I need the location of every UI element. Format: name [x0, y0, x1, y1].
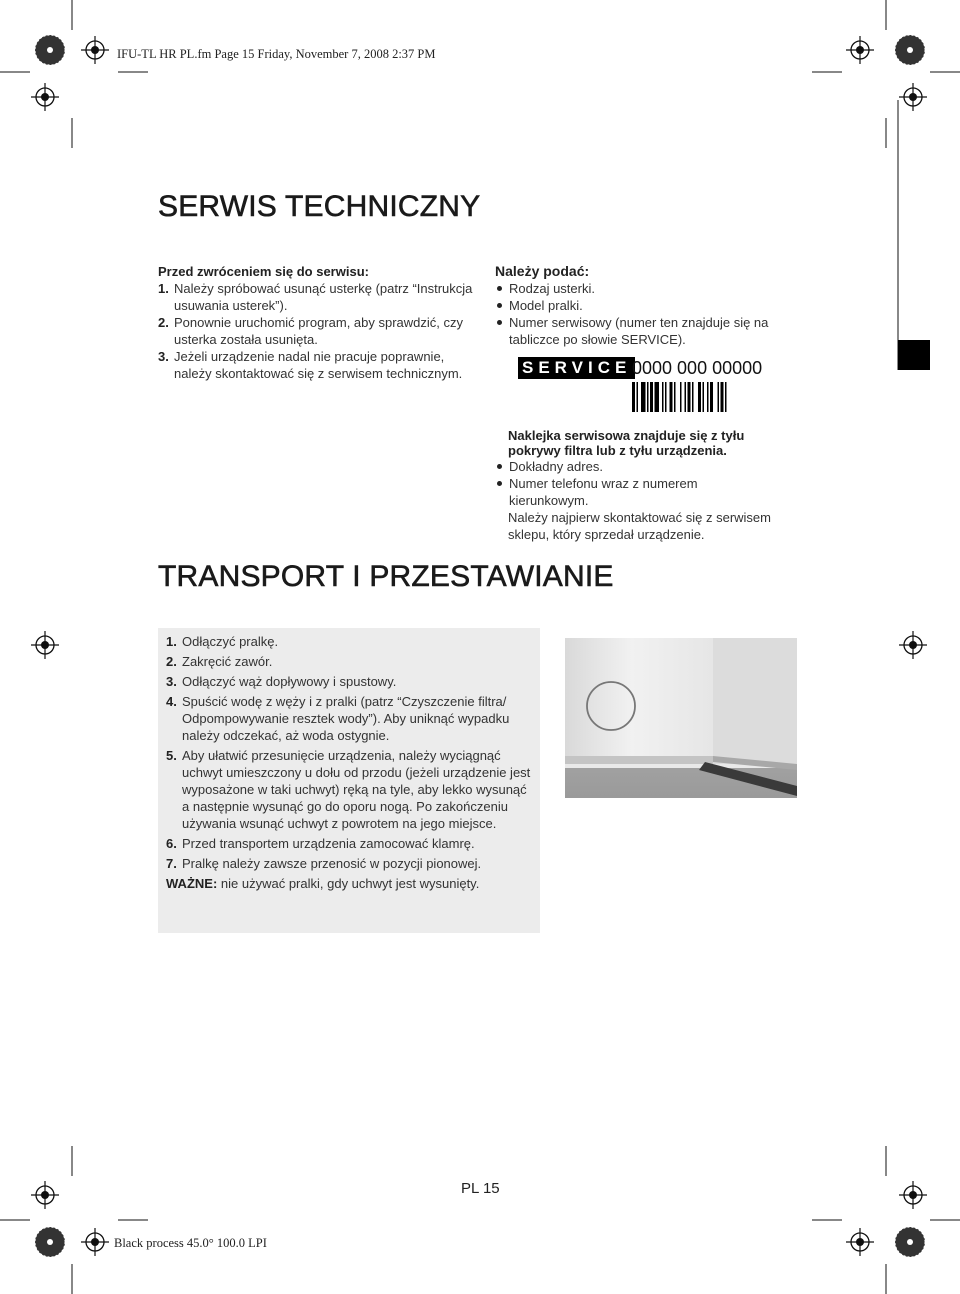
- warning-label: WAŻNE:: [166, 876, 218, 891]
- crosshair-icon: [846, 36, 874, 64]
- registration-wheel-icon: [35, 1227, 65, 1257]
- list-item: 1. Odłączyć pralkę.: [166, 634, 279, 649]
- barcode-bar: [674, 382, 676, 412]
- barcode-bar: [670, 382, 673, 412]
- printer-footer: Black process 45.0° 100.0 LPI: [114, 1236, 267, 1250]
- crosshair-icon: [846, 1228, 874, 1256]
- crosshair-icon: [899, 1181, 927, 1209]
- provide-section: [495, 263, 785, 348]
- registration-wheel-icon: [35, 35, 65, 65]
- barcode-bar: [707, 382, 709, 412]
- closing-note: Należy najpierw skontaktować się z serwisem sklepu, który sprzedał urządzenie.: [508, 510, 771, 542]
- list-item: 3. Jeżeli urządzenie nadal nie pracuje poprawnie, należy skontaktować się z serwisem technicznym.: [158, 349, 463, 381]
- service-title: SERWIS TECHNICZNY: [158, 190, 481, 223]
- barcode-bar: [641, 382, 646, 412]
- crosshair-icon: [81, 36, 109, 64]
- barcode-bar: [680, 382, 682, 412]
- barcode-bar: [710, 382, 713, 412]
- barcode-bar: [637, 382, 639, 412]
- crosshair-icon: [899, 631, 927, 659]
- crosshair-icon: [31, 83, 59, 111]
- crosshair-icon: [31, 631, 59, 659]
- barcode-bar: [655, 382, 660, 412]
- barcode-bar: [725, 382, 727, 412]
- barcode-bar: [685, 382, 687, 412]
- before-service-section: [158, 263, 478, 382]
- barcode-bar: [721, 382, 724, 412]
- barcode-bar: [650, 382, 653, 412]
- barcode-bar: [688, 382, 691, 412]
- transport-steps: [166, 633, 534, 892]
- service-sticker-number: 0000 000 00000: [632, 358, 763, 378]
- barcode-bar: [698, 382, 701, 412]
- list-item: Numer telefonu wraz z numerem kierunkowym.: [495, 475, 778, 509]
- service-sticker-label: SERVICE: [518, 357, 635, 379]
- warning-note: [166, 875, 534, 892]
- barcode-icon: [632, 382, 760, 412]
- crosshair-icon: [899, 83, 927, 111]
- list-item: 3. Odłączyć wąż dopływowy i spustowy.: [166, 674, 397, 689]
- page-number: PL 15: [461, 1180, 500, 1197]
- registration-wheel-icon: [895, 1227, 925, 1257]
- sticker-info-section: [508, 428, 778, 543]
- list-item: 2. Zakręcić zawór.: [166, 654, 273, 669]
- list-item: 1. Należy spróbować usunąć usterkę (patrz “Instrukcja usuwania usterek”).: [158, 281, 473, 313]
- washing-machine-photo: [565, 638, 797, 798]
- list-item: Dokładny adres.: [495, 458, 778, 475]
- warning-text: nie używać pralki, gdy uchwyt jest wysunięty.: [220, 876, 480, 891]
- barcode-bar: [703, 382, 705, 412]
- list-item: 5. Aby ułatwić przesunięcie urządzenia, należy wyciągnąć uchwyt umieszczony u dołu od przodu (jeżeli urządzenie jest wyposażone w taki uchwyt) ręką na tyle, aby lekko wysunąć a następnie wysunąć go do oporu nogą. Po zakończeniu używania wsunąć uchwyt z powrotem na jego miejsce.: [166, 748, 531, 831]
- list-item: 4. Spuścić wodę z węży i z pralki (patrz “Czyszczenie filtra/ Odpompowywanie resztek wody”). Aby uniknąć wypadku należy odczekać, aż woda ostygnie.: [166, 694, 510, 743]
- barcode-bar: [647, 382, 649, 412]
- list-item: Model pralki.: [495, 297, 785, 314]
- provide-heading: Należy podać:: [495, 263, 590, 279]
- registration-wheel-icon: [895, 35, 925, 65]
- before-heading: Przed zwróceniem się do serwisu:: [158, 264, 369, 279]
- sticker-note: Naklejka serwisowa znajduje się z tyłu pokrywy filtra lub z tyłu urządzenia.: [508, 428, 745, 458]
- barcode-bar: [692, 382, 694, 412]
- barcode-bar: [632, 382, 635, 412]
- list-item: 6. Przed transportem urządzenia zamocować klamrę.: [166, 836, 475, 851]
- list-item: 7. Pralkę należy zawsze przenosić w pozycji pionowej.: [166, 856, 482, 871]
- transport-title: TRANSPORT I PRZESTAWIANIE: [158, 560, 614, 593]
- list-item: Numer serwisowy (numer ten znajduje się na tabliczce po słowie SERVICE).: [495, 314, 785, 348]
- barcode-bar: [662, 382, 664, 412]
- barcode-bar: [718, 382, 720, 412]
- crosshair-icon: [31, 1181, 59, 1209]
- crosshair-icon: [81, 1228, 109, 1256]
- list-item: 2. Ponownie uruchomić program, aby sprawdzić, czy usterka została usunięta.: [158, 315, 464, 347]
- printer-header: IFU-TL HR PL.fm Page 15 Friday, November 7, 2008 2:37 PM: [117, 47, 436, 61]
- list-item: Rodzaj usterki.: [495, 280, 785, 297]
- barcode-bar: [665, 382, 667, 412]
- section-tab-marker: [898, 340, 930, 370]
